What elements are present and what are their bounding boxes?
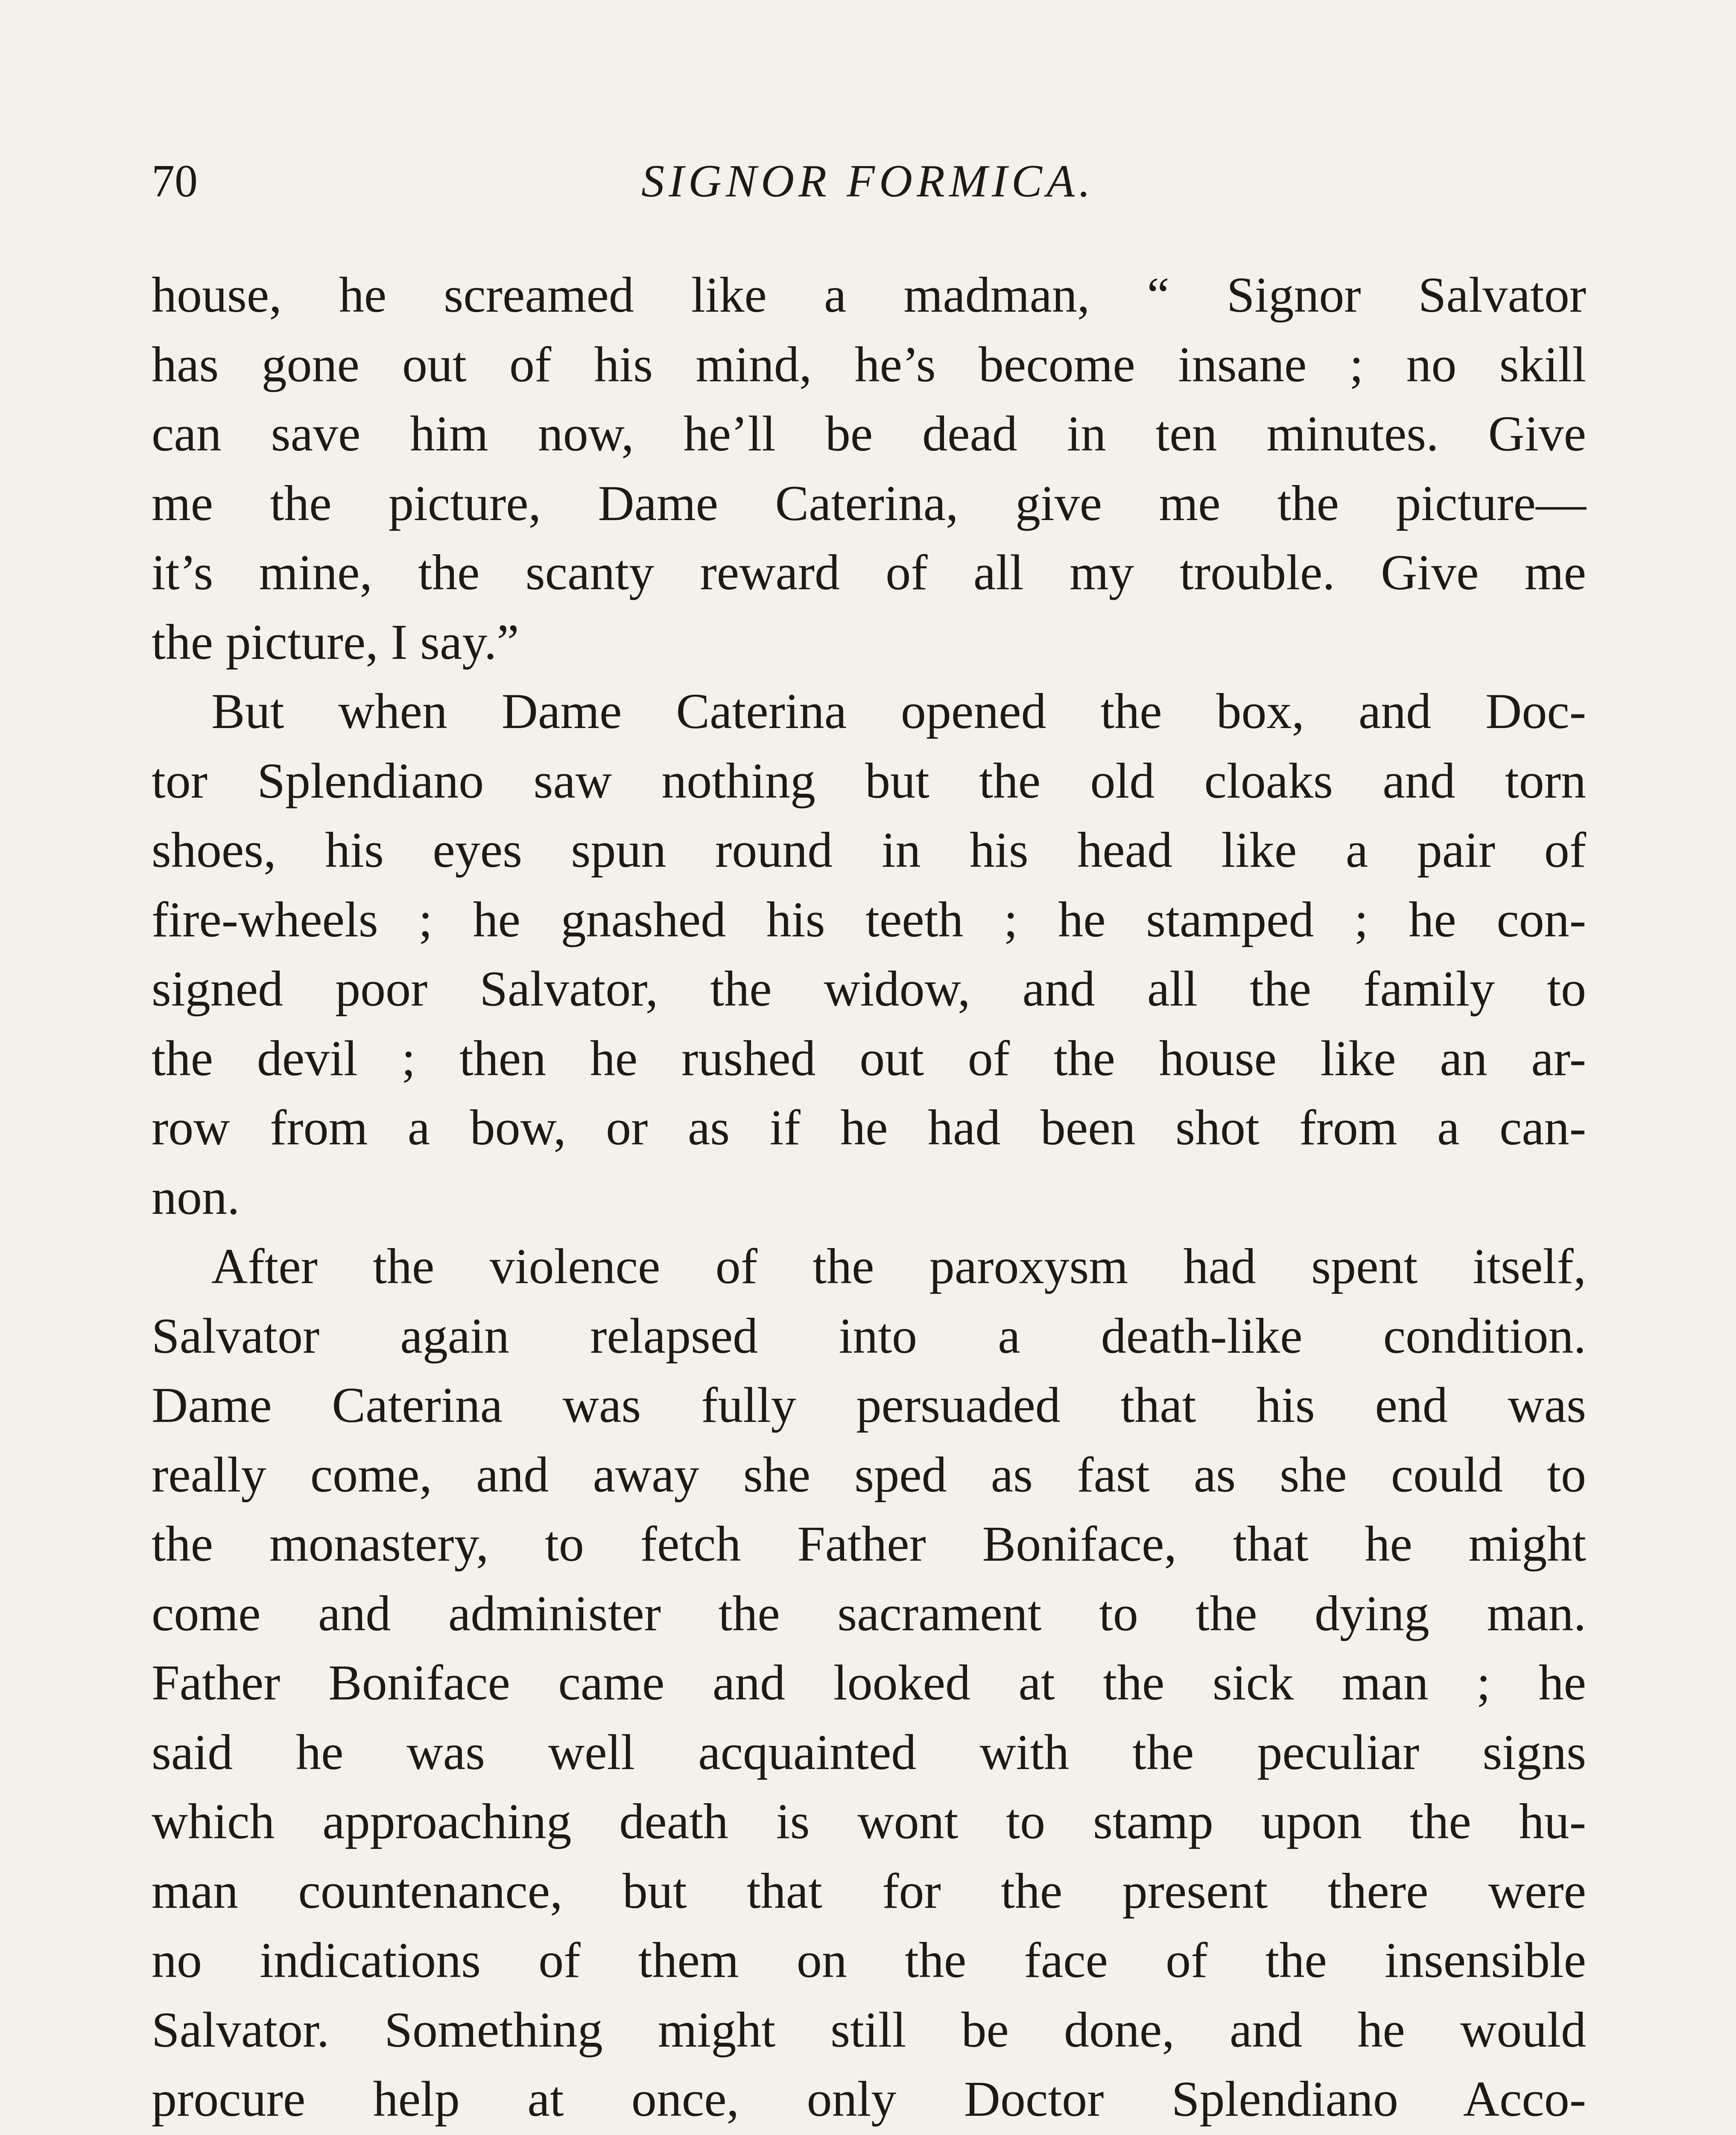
text-line: the devil ; then he rushed out of the house like an ar- [152,1030,1586,1086]
text-line: fire-wheels ; he gnashed his teeth ; he stamped ; he con- [152,891,1586,948]
text-line: which approaching death is wont to stamp upon the hu- [152,1793,1586,1849]
paragraph [152,260,1586,677]
text-line: the picture, I say.” [152,614,519,670]
text-line: row from a bow, or as if he had been shot from a can- [152,1100,1586,1155]
text-line: no indications of them on the face of the insensible [152,1932,1586,1988]
text-line: Dame Caterina was fully persuaded that his end was [152,1377,1586,1433]
text-line: tor Splendiano saw nothing but the old cloaks and torn [152,752,1586,809]
text-line: non. [152,1169,240,1225]
text-line: But when Dame Caterina opened the box, and Doc- [211,683,1586,739]
text-line: signed poor Salvator, the widow, and all the family to [152,961,1586,1017]
text-line: shoes, his eyes spun round in his head like a pair of [152,822,1586,878]
text-line: Salvator again relapsed into a death-like condition. [152,1307,1586,1364]
text-line: house, he screamed like a madman, “ Signor Salvator [152,267,1586,323]
page-header [152,147,1584,216]
paragraph [152,677,1586,1232]
text-line: After the violence of the paroxysm had spent itself, [211,1238,1586,1294]
text-line: really come, and away she sped as fast as she could to [152,1446,1586,1503]
text-line: procure help at once, only Doctor Splendiano Acco- [152,2071,1586,2127]
running-title: SIGNOR FORMICA. [641,156,1095,207]
text-line: come and administer the sacrament to the dying man. [152,1585,1586,1641]
body-text [152,260,1586,2135]
text-line: it’s mine, the scanty reward of all my trouble. Give me [152,544,1586,600]
paragraph [152,1232,1586,2135]
text-line: the monastery, to fetch Father Boniface, that he might [152,1516,1586,1572]
text-line: has gone out of his mind, he’s become insane ; no skill [152,336,1586,392]
text-line: me the picture, Dame Caterina, give me the picture— [152,475,1586,531]
text-line: said he was well acquainted with the peculiar signs [152,1724,1586,1780]
text-line: can save him now, he’ll be dead in ten minutes. Give [152,406,1586,462]
text-line: man countenance, but that for the present there were [152,1863,1586,1919]
text-line: Father Boniface came and looked at the sick man ; he [152,1655,1586,1711]
text-line: Salvator. Something might still be done, and he would [152,2001,1586,2058]
page-number: 70 [152,156,198,207]
